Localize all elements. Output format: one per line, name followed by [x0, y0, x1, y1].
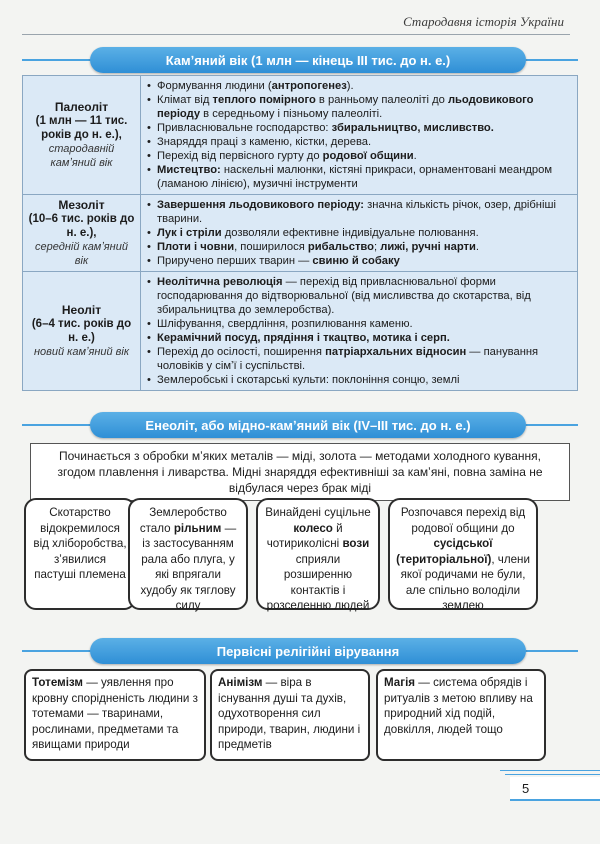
text-segment: Перехід від первісного гурту до: [157, 150, 323, 162]
fact-item: [147, 79, 571, 93]
fact-item: [147, 149, 571, 163]
religion-definition: — система обрядів і ритуалів з метою впливу на природний хід подій, довкілля, людей тощо: [384, 676, 533, 736]
text-segment: Скотарство відокремилося від хліборобства, зʼявилися пастуші племена: [33, 506, 127, 581]
bold-term: сусідської (територіальної): [396, 537, 493, 566]
eneolith-box: [256, 498, 380, 610]
eneolith-intro: Починається з обробки мʼяких металів — міді, золота — методами холодного кування, згодом плавлення і ливарства. Мідні знаряддя ефективніші за камʼяні, повна заміна не відбулася через брак міді: [30, 443, 570, 501]
bold-term: збиральництво, мисливство.: [331, 122, 494, 134]
text-segment: Знаряддя праці з каменю, кістки, дерева.: [157, 136, 372, 148]
fact-item: [147, 226, 571, 240]
eneolith-box: [24, 498, 136, 610]
bold-term: свиню й собаку: [312, 255, 400, 267]
text-segment: Землеробські і скотарські культи: поклоніння сонцю, землі: [157, 374, 460, 386]
fact-item: [147, 163, 571, 191]
bold-term: лижі, ручні нарти: [380, 241, 476, 253]
text-segment: Шліфування, свердління, розпилювання каменю.: [157, 318, 413, 330]
religion-term: Магія: [384, 676, 416, 689]
period-label: [23, 272, 141, 391]
bold-term: Лук і стріли: [157, 227, 222, 239]
bold-term: колесо: [293, 521, 333, 535]
fact-item: [147, 345, 571, 373]
text-segment: Перехід до осілості, поширення: [157, 346, 326, 358]
bold-term: Завершення льодовикового періоду:: [157, 199, 365, 211]
text-segment: й чотириколісні: [266, 521, 343, 550]
bold-term: льодовикового періоду: [157, 94, 534, 120]
text-segment: — перехід від привласнювальної форми господарювання до відтворювальної (від мисливства до скотарства, від збиральництва до землеробства).: [157, 276, 531, 316]
period-name: Палеоліт: [54, 100, 109, 114]
religion-definition: — віра в існування душі та духів, одухотворення сил природи, тварин, людини і предметів: [218, 676, 361, 751]
bold-term: рибальство: [307, 241, 374, 253]
period-facts: [141, 195, 578, 272]
religion-definition: — уявлення про кровну спорідненість людини з тотемами — тваринами, рослинами, предметами та явищами природи: [32, 676, 198, 751]
period-label: [23, 195, 141, 272]
page-strip-line: [500, 770, 600, 771]
text-segment: значна кількість річок, озер, дрібніші тварини.: [157, 199, 556, 225]
text-segment: в ранньому палеоліті до: [315, 94, 448, 106]
bold-term: патріархальних відносин: [325, 346, 467, 358]
text-segment: .: [475, 241, 479, 253]
religion-term: Анімізм: [218, 676, 263, 689]
period-label: [23, 76, 141, 195]
fact-item: [147, 317, 571, 331]
fact-item: [147, 198, 571, 226]
fact-item: [147, 93, 571, 121]
text-segment: ).: [346, 80, 354, 92]
header-rule: [22, 34, 570, 35]
fact-item: [147, 331, 571, 345]
period-alt-name: стародавній камʼяний вік: [48, 143, 115, 169]
religion-item-magic: [376, 669, 546, 761]
text-segment: Розпочався перехід від родової общини до: [400, 506, 526, 535]
text-segment: Приручено перших тварин —: [157, 255, 313, 267]
period-facts: [141, 272, 578, 391]
eneolith-banner: Енеоліт, або мідно-камʼяний вік (IV–III тис. до н. е.): [90, 412, 526, 438]
fact-item: [147, 135, 571, 149]
bold-term: рільним: [173, 521, 222, 535]
religion-banner: Первісні релігійні вірування: [90, 638, 526, 664]
religion-item-animism: [210, 669, 370, 761]
text-segment: наскельні малюнки, кістяні прикраси, орнаментовані меандром (ламаною лінією), музичні інструменти: [157, 164, 553, 190]
page-number: 5: [510, 777, 600, 801]
period-name: Неоліт: [61, 303, 102, 317]
period-name: Мезоліт: [58, 198, 105, 212]
bold-term: Керамічний посуд, прядіння і ткацтво, мотика і серп.: [157, 332, 450, 344]
text-segment: сприяли розширенню контактів і розселенню людей: [266, 552, 370, 612]
stone-age-banner: Камʼяний вік (1 млн — кінець ІІІ тис. до н. е.): [90, 47, 526, 73]
fact-item: [147, 254, 571, 268]
text-segment: Винайдені суцільне: [265, 506, 371, 519]
text-segment: Землеробство стало: [139, 506, 227, 535]
period-row: [23, 272, 578, 391]
text-segment: Привласнювальне господарство:: [157, 122, 332, 134]
text-segment: дозволяли ефективне індивідуальне полювання.: [221, 227, 479, 239]
text-segment: — із застосуванням рала або плуга, у які впрягали худобу як тяглову силу: [140, 521, 237, 612]
text-segment: , члени якої родичами не були, але спільно володіли землею: [400, 552, 530, 612]
period-facts: [141, 76, 578, 195]
bold-term: Неолітична революція: [157, 276, 283, 288]
text-segment: , поширилося: [234, 241, 308, 253]
religion-item-totemism: [24, 669, 206, 761]
text-segment: в середньому і пізньому палеоліті.: [200, 108, 383, 120]
text-segment: ;: [374, 241, 381, 253]
fact-item: [147, 121, 571, 135]
text-segment: — панування чоловіків у сімʼї і суспільстві.: [157, 346, 539, 372]
period-dates: (10–6 тис. років до н. е.),: [28, 213, 135, 239]
period-row: [23, 195, 578, 272]
bold-term: родової общини: [322, 150, 414, 162]
bold-term: антропогенез: [271, 80, 347, 92]
stone-age-table: [22, 75, 578, 391]
fact-item: [147, 275, 571, 317]
text-segment: .: [413, 150, 417, 162]
text-segment: Клімат від: [157, 94, 213, 106]
period-alt-name: середній камʼяний вік: [35, 241, 128, 267]
period-alt-name: новий камʼяний вік: [33, 346, 130, 358]
period-row: [23, 76, 578, 195]
fact-item: [147, 240, 571, 254]
period-dates: (1 млн — 11 тис. років до н. е.),: [35, 115, 128, 141]
bold-term: Мистецтво:: [157, 164, 221, 176]
page-strip-line: [505, 774, 600, 775]
fact-item: [147, 373, 571, 387]
bold-term: теплого помірного: [212, 94, 316, 106]
religion-term: Тотемізм: [32, 676, 83, 689]
eneolith-box: [388, 498, 538, 610]
period-dates: (6–4 тис. років до н. е.): [31, 318, 132, 344]
running-header: Стародавня історія України: [403, 14, 564, 29]
text-segment: Формування людини (: [157, 80, 272, 92]
bold-term: Плоти і човни: [157, 241, 235, 253]
eneolith-box: [128, 498, 248, 610]
bold-term: вози: [342, 537, 370, 550]
